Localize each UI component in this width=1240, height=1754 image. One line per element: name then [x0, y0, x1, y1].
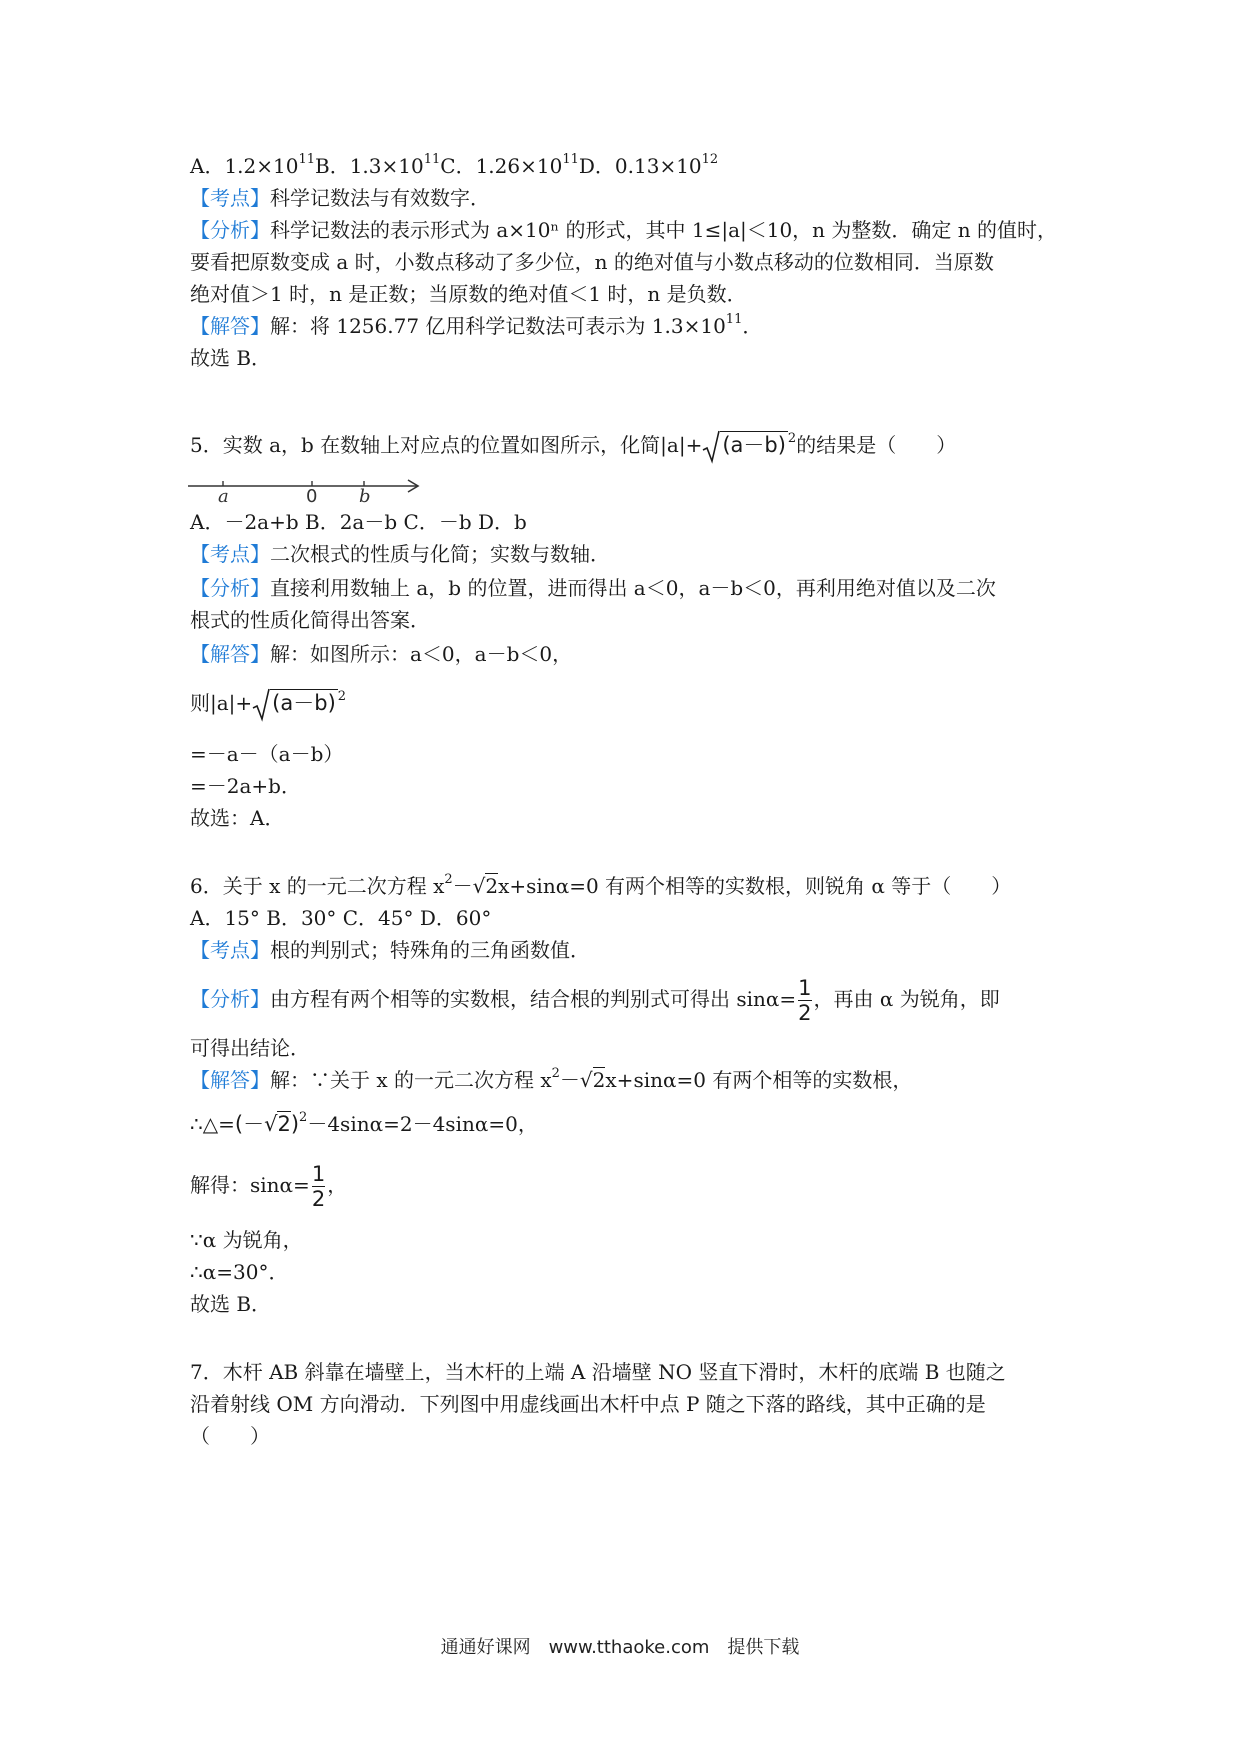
q5-fenxi-line1: 【分析】直接利用数轴上 a，b 的位置，进而得出 a＜0，a－b＜0，再利用绝对值以及二次	[190, 576, 996, 600]
q7-stem-line1: 7．木杆 AB 斜靠在墙壁上，当木杆的上端 A 沿墙壁 NO 竖直下滑时，木杆的底端 B 也随之	[190, 1360, 1006, 1384]
q4-answer: 故选 B．	[190, 346, 272, 370]
label-zero: 0	[306, 486, 318, 504]
q5-jieda: 【解答】解：如图所示：a＜0，a－b＜0，	[190, 642, 573, 666]
q4-fenxi-line2: 要看把原数变成 a 时，小数点移动了多少位，n 的绝对值与小数点移动的位数相同．当原数	[190, 250, 994, 274]
sqrt-symbol	[702, 430, 720, 464]
q5-step2: =－a－（a－b）	[190, 742, 344, 766]
jieda-tag: 【解答】	[190, 1068, 270, 1092]
page-footer: 通通好课网 www.tthaoke.com 提供下载	[440, 1637, 800, 1658]
jieda-tag: 【解答】	[190, 314, 270, 338]
q5-step1: 则|a|+ (a－b) $^2$	[190, 686, 346, 722]
fenxi-tag: 【分析】	[190, 576, 270, 600]
sqrt-symbol: √	[579, 1068, 593, 1092]
q6-step1: $\therefore\triangle=(-√2)^2-4\sin\alpha=2-4\sin\alpha=0$，	[190, 1110, 538, 1136]
q4-fenxi-line1: 【分析】科学记数法的表示形式为 a×10ⁿ 的形式，其中 1≤|a|＜10，n 为整数．确定 n 的值时，	[190, 218, 1058, 242]
q6-options: A．15° B．30° C．45° D．60°	[190, 906, 492, 930]
sqrt-symbol: √	[472, 874, 486, 898]
q5-fenxi-line2: 根式的性质化简得出答案．	[190, 608, 430, 632]
kaodian-tag: 【考点】	[190, 542, 270, 566]
q6-step4: ∴α=30°．	[190, 1260, 289, 1284]
q6-jieda: 【解答】解：∵关于 x 的一元二次方程 $x^2-√2x+\sin\alpha=0$ 有两个相等的实数根，	[190, 1066, 913, 1092]
fenxi-tag: 【分析】	[190, 218, 270, 242]
q6-step3: ∵α 为锐角，	[190, 1228, 303, 1252]
kaodian-tag: 【考点】	[190, 938, 270, 962]
number-line-figure	[186, 470, 426, 504]
fraction-one-half: $\frac{1}{2}$	[311, 1161, 326, 1212]
q6-fenxi-line1: 【分析】由方程有两个相等的实数根，结合根的判别式可得出 sinα= $\frac{1}{2}$ ，再由 α 为锐角，即	[190, 975, 1000, 1026]
q5-step3: =－2a+b．	[190, 774, 301, 798]
label-b: b	[359, 486, 371, 504]
q7-stem-line3: （ ）	[190, 1424, 270, 1448]
q4-fenxi-line3: 绝对值＞1 时，n 是正数；当原数的绝对值＜1 时，n 是负数．	[190, 282, 747, 306]
q5-options: A．－2a+b B．2a－b C．－b D．b	[190, 510, 527, 534]
q5-answer: 故选：A．	[190, 806, 285, 830]
label-a: a	[218, 486, 229, 504]
q7-stem-line2: 沿着射线 OM 方向滑动．下列图中用虚线画出木杆中点 P 随之下落的路线，其中正确的是	[190, 1392, 986, 1416]
sqrt-symbol	[252, 688, 270, 722]
sqrt-symbol: √	[264, 1112, 278, 1136]
q5-stem: 5．实数 a，b 在数轴上对应点的位置如图所示，化简|a|+ (a－b) $^2$的结果是（ ）	[190, 428, 956, 464]
q6-answer: 故选 B．	[190, 1292, 272, 1316]
fraction-one-half: $\frac{1}{2}$	[798, 975, 812, 1026]
q4-options: A．$1.2\times 10^{11}B$．$1.3\times 10^{11}C$．$1.26\times 10^{11}D$．$0.13\times 10^{12}$	[190, 152, 719, 178]
kaodian-tag: 【考点】	[190, 186, 270, 210]
jieda-tag: 【解答】	[190, 642, 270, 666]
q5-kaodian: 【考点】二次根式的性质与化简；实数与数轴．	[190, 542, 610, 566]
q4-kaodian: 【考点】科学记数法与有效数字．	[190, 186, 490, 210]
q6-kaodian: 【考点】根的判别式；特殊角的三角函数值．	[190, 938, 590, 962]
q6-step2: 解得：sinα= $\frac{1}{2}$ ，	[190, 1161, 348, 1212]
q6-fenxi-line2: 可得出结论．	[190, 1036, 310, 1060]
q4-jieda: 【解答】解：将 1256.77 亿用科学记数法可表示为 $1.3\times 10^{11}$．	[190, 312, 763, 338]
q6-stem: 6．关于 x 的一元二次方程 $x^2-√2x+\sin\alpha=0$ 有两个相等的实数根，则锐角 α 等于（ ）	[190, 872, 1012, 898]
fenxi-tag: 【分析】	[190, 987, 270, 1011]
